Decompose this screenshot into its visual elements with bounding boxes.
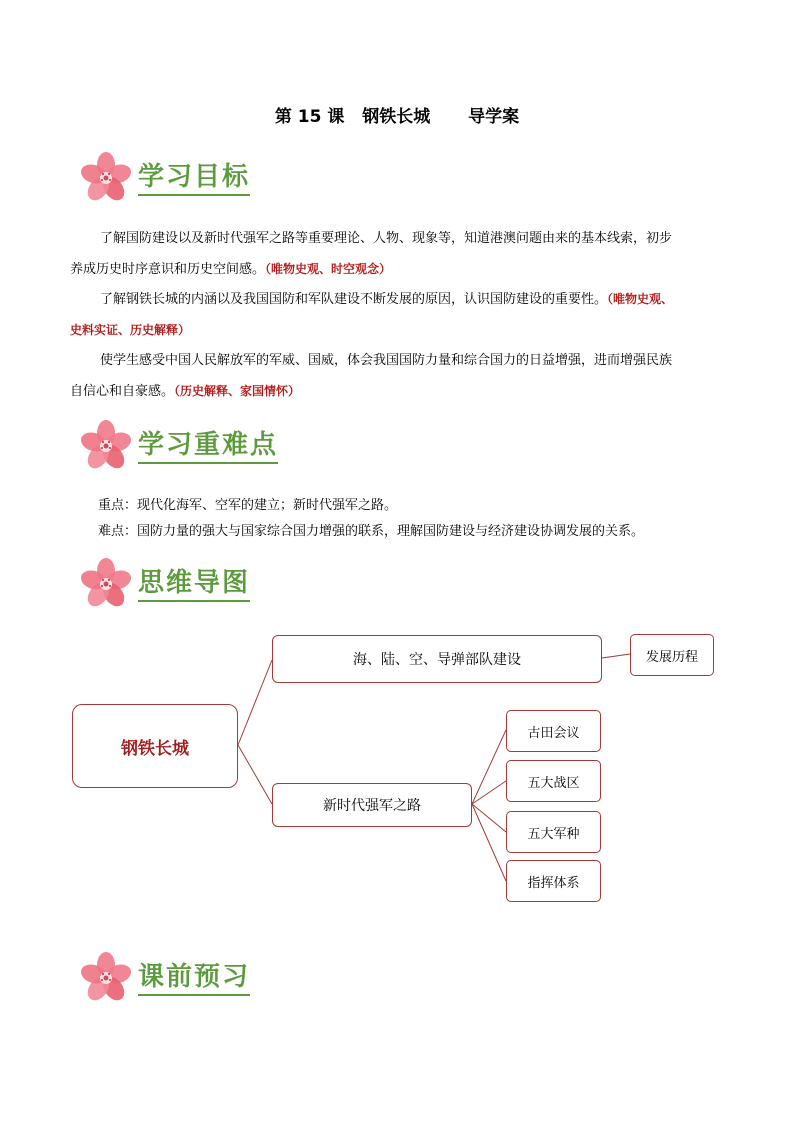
- section-title: 课前预习: [138, 960, 250, 996]
- objective-3-line-2: 自信心和自豪感。: [70, 384, 175, 399]
- objective-2-tag-a: （唯物史观、: [607, 292, 674, 306]
- objective-1-tag: （唯物史观、时空观念）: [265, 262, 392, 276]
- connector-root-branch1: [238, 660, 272, 745]
- mind-map: [0, 620, 794, 920]
- flower-icon: [78, 418, 134, 474]
- document-type: 导学案: [468, 107, 520, 127]
- page-title: [0, 102, 794, 127]
- objective-1-line-1: 了解国防建设以及新时代强军之路等重要理论、人物、现象等，知道港澳问题由来的基本线索，初步: [100, 231, 673, 246]
- section-heading-objectives: [78, 152, 250, 204]
- lesson-number: 第 15 课: [274, 107, 345, 127]
- objective-2-tag-b: 史料实证、历史解释）: [70, 323, 191, 337]
- mind-map-leaf-services: 五大军种: [506, 811, 601, 853]
- section-heading-key-points: [78, 420, 278, 472]
- section-heading-mind-map: [78, 558, 250, 610]
- connector-branch1-leaf: [602, 654, 630, 658]
- section-title: 学习目标: [138, 160, 250, 196]
- flower-icon: [78, 556, 134, 612]
- objective-1-line-2: 养成历史时序意识和历史空间感。: [70, 262, 266, 277]
- objective-2-line-1: 了解钢铁长城的内涵以及我国国防和军队建设不断发展的原因，认识国防建设的重要性。: [100, 292, 608, 307]
- difficult-point: 难点：国防力量的强大与国家综合国力增强的联系，理解国防建设与经济建设协调发展的关系。: [98, 524, 645, 539]
- connector-root-branch2: [238, 745, 272, 804]
- objective-2: [70, 284, 730, 346]
- mind-map-leaf-gutian: 古田会议: [506, 710, 601, 752]
- mind-map-leaf-history: 发展历程: [630, 634, 714, 676]
- key-point: 重点：现代化海军、空军的建立；新时代强军之路。: [98, 498, 398, 513]
- mind-map-branch-forces: 海、陆、空、导弹部队建设: [272, 635, 602, 683]
- section-heading-preview: [78, 952, 250, 1004]
- lesson-topic: 钢铁长城: [362, 107, 431, 127]
- mind-map-branch-new-era: 新时代强军之路: [272, 783, 472, 827]
- objective-3: [70, 346, 730, 407]
- flower-icon: [78, 950, 134, 1006]
- section-title: 思维导图: [138, 566, 250, 602]
- objective-1: [70, 224, 730, 285]
- mind-map-root: 钢铁长城: [72, 704, 238, 788]
- section-title: 学习重难点: [138, 428, 278, 464]
- mind-map-leaf-theater-commands: 五大战区: [506, 760, 601, 802]
- connector-leaf-4: [472, 804, 506, 881]
- objective-3-tag: （历史解释、家国情怀）: [174, 384, 301, 398]
- objective-3-line-1: 使学生感受中国人民解放军的军威、国威，体会我国国防力量和综合国力的日益增强，进而增强民族: [100, 353, 673, 368]
- mind-map-leaf-command-system: 指挥体系: [506, 860, 601, 902]
- flower-icon: [78, 150, 134, 206]
- connector-leaf-3: [472, 804, 506, 832]
